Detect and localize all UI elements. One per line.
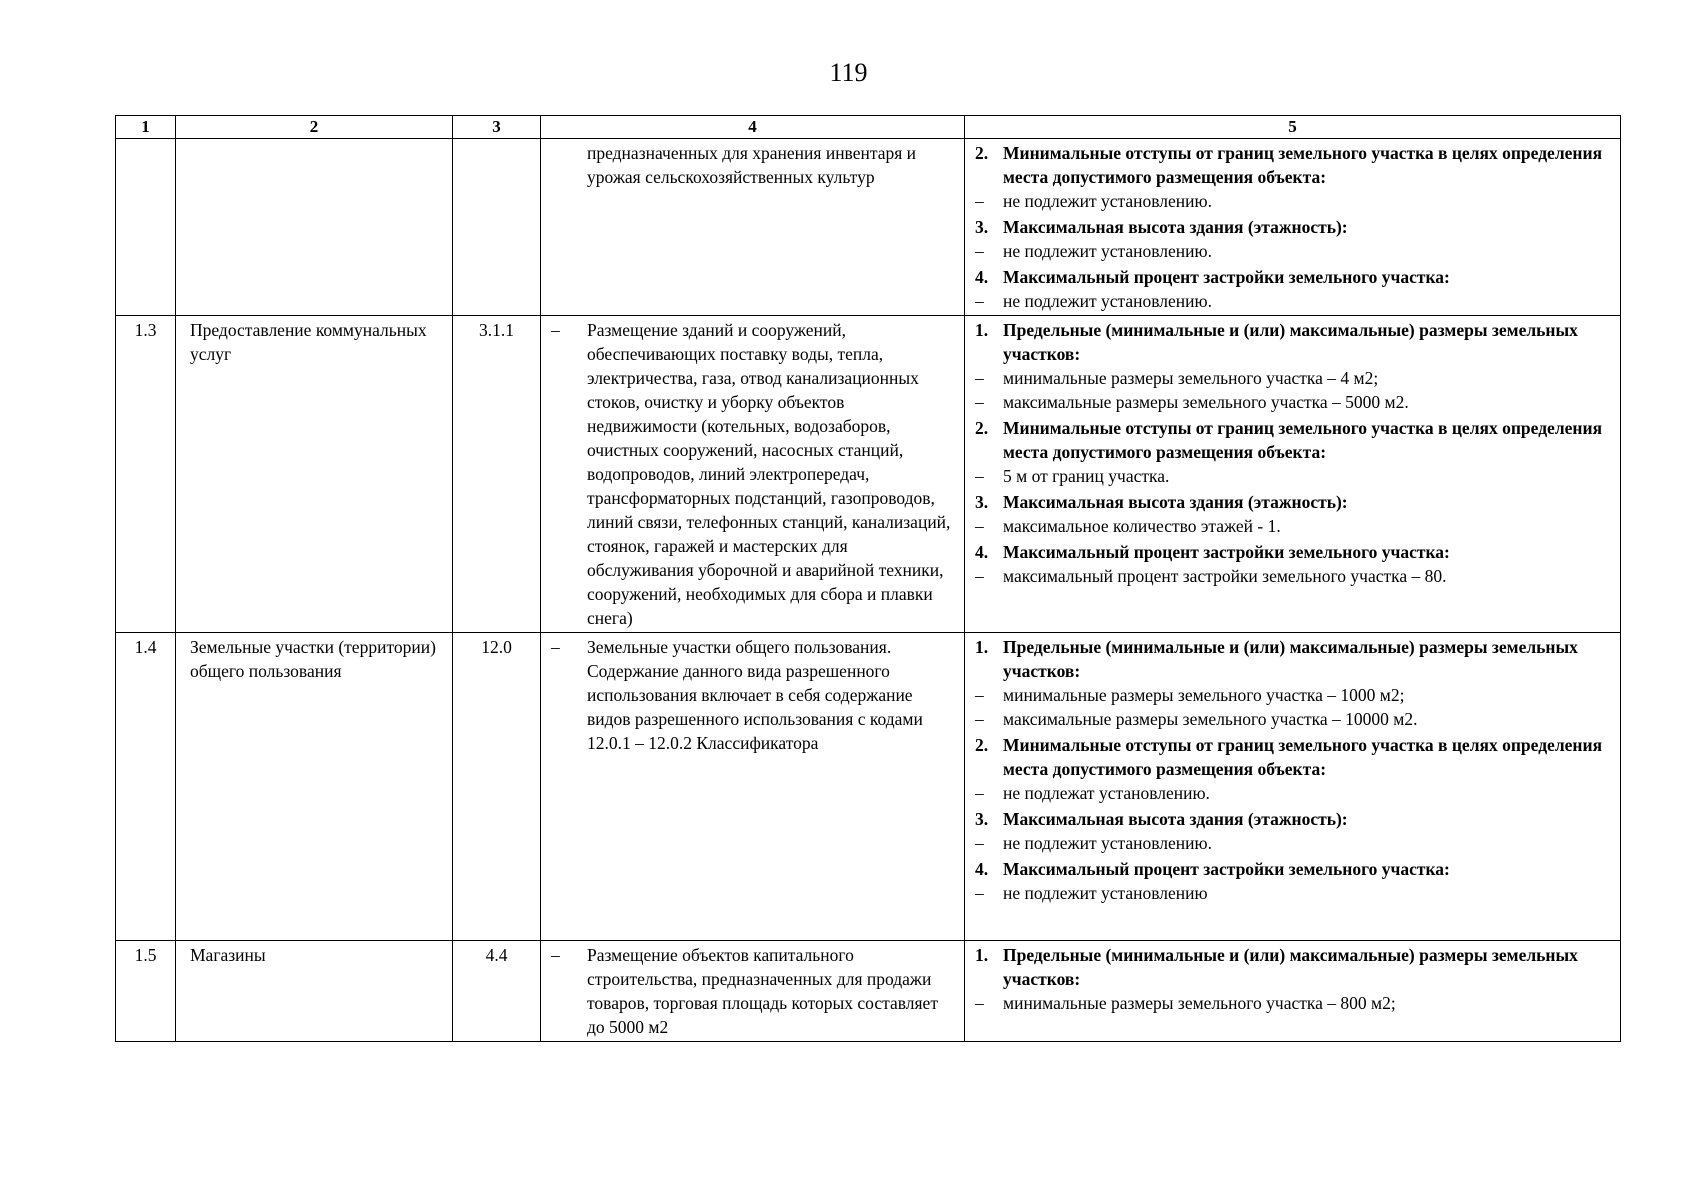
- parameters-cell: [965, 316, 1621, 633]
- use-description: [541, 316, 965, 633]
- parameter-value: [975, 991, 1612, 1015]
- parameter-value: [975, 707, 1612, 731]
- parameter-title: Минимальные отступы от границ земельного участка в целях определения места допустимого размещения объекта:: [1003, 735, 1603, 779]
- parameter-value-text: минимальные размеры земельного участка – 1000 м2;: [1003, 685, 1405, 705]
- parameter-heading: [975, 215, 1612, 239]
- parameter-heading: [975, 635, 1612, 683]
- parameter-value: [975, 881, 1612, 905]
- use-name: Магазины: [176, 941, 453, 1042]
- parameter-value-text: максимальный процент застройки земельного участка – 80.: [1003, 566, 1447, 586]
- parameter-heading: [975, 540, 1612, 564]
- list-dash: –: [551, 320, 560, 340]
- list-dash: –: [975, 392, 984, 412]
- parameter-title: Предельные (минимальные и (или) максимальные) размеры земельных участков:: [1003, 320, 1578, 364]
- row-number: 1.5: [116, 941, 176, 1042]
- description-text: Размещение зданий и сооружений, обеспечивающих поставку воды, тепла, электричества, газа, отвод канализационных стоков, очистку и уборку объектов недвижимости (котельных, водозаборов, очистных сооружений, насосных станций, водопроводов, линий электропередач, трансформаторных подстанций, газопроводов, линий связи, телефонных станций, канализаций, стоянок, гаражей и мастерских для обслуживания уборочной и аварийной техники, сооружений, необходимых для сбора и плавки снега): [587, 320, 951, 628]
- list-dash: –: [551, 945, 560, 965]
- use-description: [541, 941, 965, 1042]
- list-dash: –: [975, 833, 984, 853]
- parameter-value-text: минимальные размеры земельного участка – 800 м2;: [1003, 993, 1396, 1013]
- parameter-value: [975, 239, 1612, 263]
- list-dash: –: [551, 637, 560, 657]
- parameter-value-text: максимальное количество этажей - 1.: [1003, 516, 1281, 536]
- page-number: 119: [829, 58, 868, 87]
- header-row: [116, 116, 1621, 139]
- use-code: 12.0: [453, 633, 541, 941]
- header-cell: 5: [965, 116, 1621, 139]
- parameter-value: [975, 514, 1612, 538]
- parameter-number: 3.: [975, 809, 989, 829]
- parameter-number: 1.: [975, 637, 989, 657]
- list-dash: –: [975, 291, 984, 311]
- parameter-value-text: минимальные размеры земельного участка – 4 м2;: [1003, 368, 1379, 388]
- parameter-title: Максимальная высота здания (этажность):: [1003, 809, 1348, 829]
- use-name: Предоставление коммунальных услуг: [176, 316, 453, 633]
- parameter-number: 3.: [975, 492, 989, 512]
- parameter-value: [975, 289, 1612, 313]
- list-dash: –: [975, 368, 984, 388]
- description-text: Земельные участки общего пользования. Содержание данного вида разрешенного использования включает в себя содержание видов разрешенного использования с кодами 12.0.1 – 12.0.2 Классификатора: [587, 637, 923, 753]
- parameter-title: Предельные (минимальные и (или) максимальные) размеры земельных участков:: [1003, 637, 1578, 681]
- use-name: Земельные участки (территории) общего пользования: [176, 633, 453, 941]
- parameter-title: Максимальная высота здания (этажность):: [1003, 217, 1348, 237]
- description-text: Размещение объектов капитального строительства, предназначенных для продажи товаров, торговая площадь которых составляет до 5000 м2: [587, 945, 938, 1037]
- use-description: [541, 633, 965, 941]
- description-text: предназначенных для хранения инвентаря и урожая сельскохозяйственных культур: [587, 143, 917, 187]
- parameter-title: Минимальные отступы от границ земельного участка в целях определения места допустимого размещения объекта:: [1003, 143, 1603, 187]
- table-row: [116, 316, 1621, 633]
- parameters-cell: [965, 633, 1621, 941]
- list-dash: [551, 141, 587, 189]
- parameter-value-text: не подлежит установлению.: [1003, 191, 1212, 211]
- parameter-value-text: не подлежит установлению.: [1003, 833, 1212, 853]
- parameter-heading: [975, 807, 1612, 831]
- use-code: 3.1.1: [453, 316, 541, 633]
- list-dash: –: [975, 709, 984, 729]
- list-dash: –: [975, 191, 984, 211]
- zoning-table: [115, 115, 1621, 1042]
- parameter-heading: [975, 416, 1612, 464]
- parameter-value-text: 5 м от границ участка.: [1003, 466, 1170, 486]
- list-dash: –: [975, 993, 984, 1013]
- row-number: 1.3: [116, 316, 176, 633]
- header-cell: 3: [453, 116, 541, 139]
- list-dash: –: [975, 685, 984, 705]
- parameter-title: Максимальный процент застройки земельного участка:: [1003, 267, 1450, 287]
- parameter-heading: [975, 490, 1612, 514]
- parameter-title: Предельные (минимальные и (или) максимальные) размеры земельных участков:: [1003, 945, 1578, 989]
- parameter-value: [975, 781, 1612, 805]
- parameter-number: 3.: [975, 217, 989, 237]
- parameter-value: [975, 831, 1612, 855]
- parameter-number: 2.: [975, 735, 989, 755]
- list-dash: –: [975, 783, 984, 803]
- parameter-value: [975, 683, 1612, 707]
- parameter-value: [975, 464, 1612, 488]
- parameter-value: [975, 390, 1612, 414]
- parameter-number: 4.: [975, 267, 989, 287]
- parameter-number: 1.: [975, 945, 989, 965]
- parameter-value-text: максимальные размеры земельного участка – 10000 м2.: [1003, 709, 1418, 729]
- parameter-value: [975, 564, 1612, 588]
- parameters-cell: [965, 139, 1621, 316]
- parameter-number: 4.: [975, 859, 989, 879]
- parameter-value: [975, 366, 1612, 390]
- table-row: [116, 633, 1621, 941]
- parameter-value-text: максимальные размеры земельного участка – 5000 м2.: [1003, 392, 1409, 412]
- parameter-heading: [975, 318, 1612, 366]
- list-dash: –: [975, 241, 984, 261]
- header-cell: 2: [176, 116, 453, 139]
- parameter-title: Минимальные отступы от границ земельного участка в целях определения места допустимого размещения объекта:: [1003, 418, 1603, 462]
- parameter-heading: [975, 265, 1612, 289]
- parameter-value-text: не подлежит установлению: [1003, 883, 1208, 903]
- parameter-heading: [975, 857, 1612, 881]
- row-number: 1.4: [116, 633, 176, 941]
- parameter-number: 1.: [975, 320, 989, 340]
- parameters-cell: [965, 941, 1621, 1042]
- parameter-value-text: не подлежит установлению.: [1003, 241, 1212, 261]
- use-code: 4.4: [453, 941, 541, 1042]
- parameter-number: 2.: [975, 418, 989, 438]
- list-dash: –: [975, 466, 984, 486]
- parameter-heading: [975, 943, 1612, 991]
- parameter-number: 4.: [975, 542, 989, 562]
- parameter-value-text: не подлежат установлению.: [1003, 783, 1210, 803]
- parameter-value: [975, 189, 1612, 213]
- parameter-heading: [975, 141, 1612, 189]
- parameter-number: 2.: [975, 143, 989, 163]
- parameter-title: Максимальный процент застройки земельного участка:: [1003, 859, 1450, 879]
- parameter-title: Максимальная высота здания (этажность):: [1003, 492, 1348, 512]
- parameter-value-text: не подлежит установлению.: [1003, 291, 1212, 311]
- table-row: [116, 139, 1621, 316]
- list-dash: –: [975, 516, 984, 536]
- row-number: [116, 139, 176, 316]
- use-name: [176, 139, 453, 316]
- header-cell: 1: [116, 116, 176, 139]
- parameter-title: Максимальный процент застройки земельного участка:: [1003, 542, 1450, 562]
- header-cell: 4: [541, 116, 965, 139]
- parameter-heading: [975, 733, 1612, 781]
- table-row: [116, 941, 1621, 1042]
- list-dash: –: [975, 883, 984, 903]
- use-description: [541, 139, 965, 316]
- list-dash: –: [975, 566, 984, 586]
- use-code: [453, 139, 541, 316]
